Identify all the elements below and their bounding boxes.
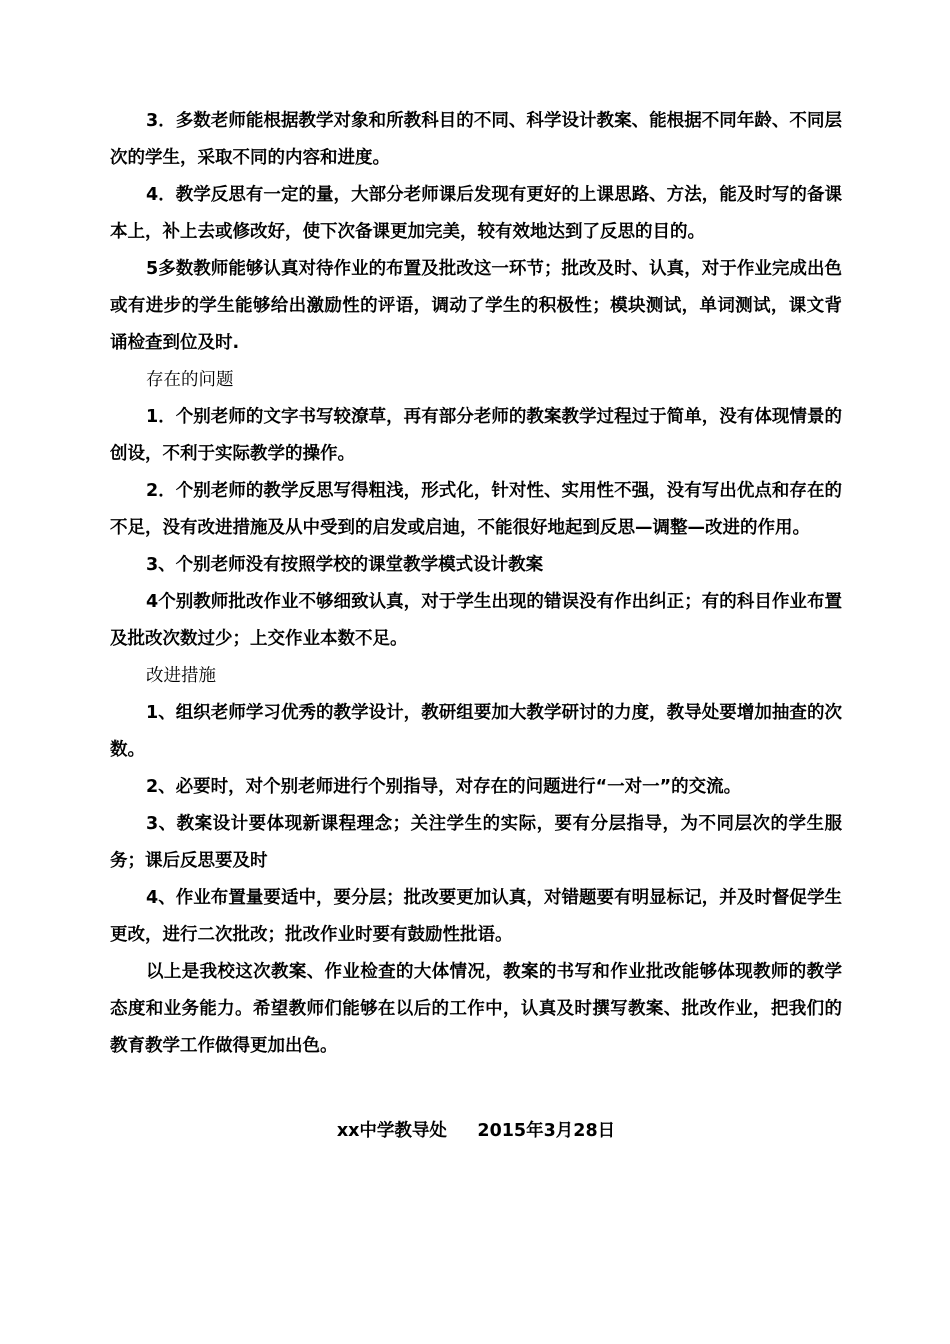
- signature-line: xx中学教导处 2015年3月28日: [336, 1121, 616, 1141]
- problem-item-3: 3、个别老师没有按照学校的课堂教学模式设计教案: [146, 555, 544, 575]
- section-heading-measures: 改进措施: [146, 666, 216, 686]
- paragraph-item-5: 5多数教师能够认真对待作业的布置及批改这一环节；批改及时、认真，对于作业完成出色或有进步的学生能够给出激励性的评语，调动了学生的积极性；模块测试，单词测试，课文背诵检查到位及时.: [110, 259, 842, 353]
- paragraph-item-3: 3．多数老师能根据教学对象和所教科目的不同、科学设计教案、能根据不同年龄、不同层次的学生，采取不同的内容和进度。: [110, 111, 842, 168]
- document-body: [110, 103, 842, 1065]
- measure-item-4: 4、作业布置量要适中，要分层；批改要更加认真，对错题要有明显标记，并及时督促学生更改，进行二次批改；批改作业时要有鼓励性批语。: [110, 888, 842, 945]
- problem-item-2: 2．个别老师的教学反思写得粗浅，形式化，针对性、实用性不强，没有写出优点和存在的不足，没有改进措施及从中受到的启发或启迪，不能很好地起到反思—调整—改进的作用。: [110, 481, 842, 538]
- measure-item-1: 1、组织老师学习优秀的教学设计，教研组要加大教学研讨的力度，教导处要增加抽查的次数。: [110, 703, 842, 760]
- measure-item-3: 3、教案设计要体现新课程理念；关注学生的实际，要有分层指导，为不同层次的学生服务；课后反思要及时: [110, 814, 842, 871]
- measure-item-2: 2、必要时，对个别老师进行个别指导，对存在的问题进行“一对一”的交流。: [146, 777, 742, 797]
- conclusion-paragraph: 以上是我校这次教案、作业检查的大体情况，教案的书写和作业批改能够体现教师的教学态度和业务能力。希望教师们能够在以后的工作中，认真及时撰写教案、批改作业，把我们的教育教学工作做得更加出色。: [110, 962, 842, 1056]
- problem-item-4: 4个别教师批改作业不够细致认真，对于学生出现的错误没有作出纠正；有的科目作业布置及批改次数过少；上交作业本数不足。: [110, 592, 842, 649]
- paragraph-item-4: 4．教学反思有一定的量，大部分老师课后发现有更好的上课思路、方法，能及时写的备课本上，补上去或修改好，使下次备课更加完美，较有效地达到了反思的目的。: [110, 185, 842, 242]
- problem-item-1: 1．个别老师的文字书写较潦草，再有部分老师的教案教学过程过于简单，没有体现情景的创设，不利于实际教学的操作。: [110, 407, 842, 464]
- section-heading-problems: 存在的问题: [146, 370, 234, 390]
